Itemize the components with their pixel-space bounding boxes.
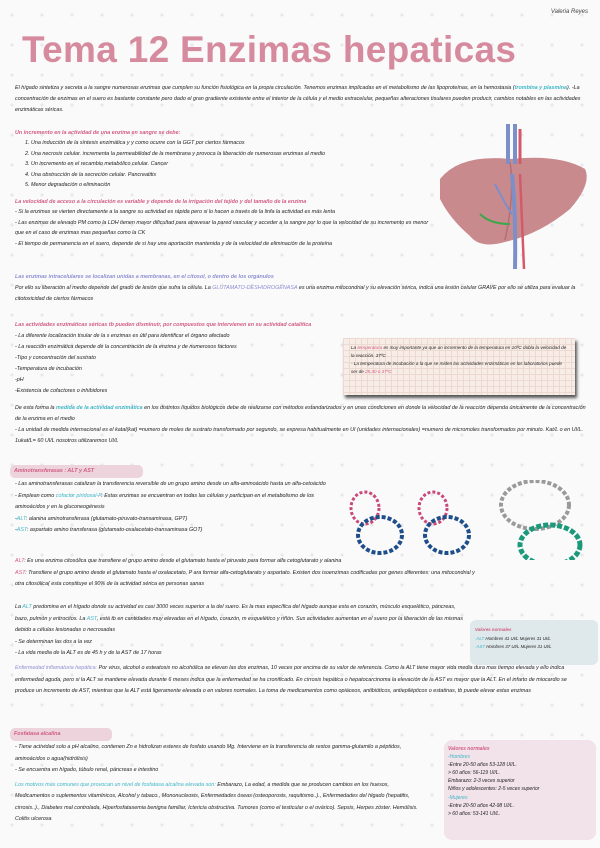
intracellular-heading: Las enzimas intracelulares se localizan unidas a membranas, en el citosol, o dentro de los orgánulos: [15, 274, 274, 280]
alt-line: - Se determinan las dos a la vez: [15, 638, 93, 645]
women-label: -Mujeres: [448, 794, 468, 801]
aminotransferasas-section: [15, 479, 335, 537]
ast-label: AST: [86, 615, 97, 622]
cofactor-highlight: cofactor piridoxal-P: [55, 492, 102, 499]
alt-line: - La vida media de la ALT es de 45 h y de la AST de 17 horas: [15, 650, 162, 656]
value-line: -Entre 20-50 años 53-128 UI/L.: [448, 762, 517, 769]
decrease-line: -Temperatura de incubación: [15, 366, 82, 372]
text: Por virus, alcohol o esteatosis no alcohólica se elevan las dos enzimas, 10 veces por encima de su valor de referencia. Como la ALT tiene mayor vida media dura mas tiempo elevada y ello indica enfermedad aguda, pero si la ALT se mantiene elevada durante 6 meses indica que la enfermedad se ha cronificado. En cirrosis hepática o hepatocarcinoma la elevación de la AST es mayor que la ALT. En el infarto de miocardio se produce un incremento de AST, mientras que la ALT está ligeramente elevada o en valores normales. La toma de medicamentos como opiáceos, antibióticos, antiepilépticos o estatinas, tb puede elevar estas enzimas: [15, 665, 567, 694]
list-item: 5. Menor degradación o eliminación: [25, 182, 111, 189]
text: : aspartato amino transferasa (glutamato-oxalacetato-transaminasa GOT): [26, 527, 203, 533]
alt-predominates-text: [15, 602, 470, 637]
normal-values-heading: Valores normales: [448, 746, 490, 752]
men-label: -Hombres: [448, 754, 470, 761]
row-label: -ALT: [475, 635, 485, 641]
velocity-line: - Si la enzimas se vierten directamente a la sangre su actividad es rápida pero si lo hacen a través de la linfa la actividad es más lenta: [15, 209, 336, 216]
text: La: [351, 345, 358, 350]
measure-text: [15, 403, 587, 425]
temperature-values: 25,30 o 37ºC: [365, 369, 392, 374]
motivos-heading: Los motivos más comunes que provocan un nivel de fosfatasa alcalina elevada son:: [15, 781, 216, 788]
temperature-note: [351, 344, 567, 360]
normal-values-heading: Valores normales: [475, 627, 512, 632]
inflammatory-heading: Enfermedad inflamatoria hepática:: [15, 665, 98, 671]
text: La: [15, 604, 23, 610]
amino-line: [15, 491, 335, 514]
text: , está tb en cantidades muy elevadas en el hígado, corazón, m esquelético y riñón. Sus actividades aumentan en el suero por la liberación de las mismas debido a células lesionadas o necrosadas: [15, 615, 463, 633]
normal-values-row: [475, 635, 593, 644]
text: De esta forma la: [15, 405, 57, 411]
text: es muy importante ya que un incremento de la temperatura en 10ºC dobla la velocidad de la reacción. 37ºC: [351, 345, 567, 358]
decrease-heading: Las actividades enzimáticas séricas tb pueden disminuir, por compuestos que intervienen en su actividad catalítica: [15, 322, 312, 328]
text: en los distintos líquidos biológicos debe de realizarse con métodos estandarizados y en unas condiciones en donde la velocidad de la reacción dependa únicamente de la concentración de la enzima en el medio: [15, 405, 586, 422]
amino-alt-line: -ALT: alanina aminotransferasa (glutamato-piruvato-transaminasa, GPT): [15, 515, 188, 522]
velocity-heading: La velocidad de acceso a la circulación es variable y depende de la irrigación del tejido y del tamaño de la enzima: [15, 199, 307, 205]
list-item: 4. Una obstrucción de la secreción celular. Pancreatitis: [25, 171, 157, 178]
protein-structure-a: [351, 492, 402, 553]
author-name: Valeria Reyes: [550, 9, 588, 15]
measure-highlight: medida de la actividad enzimática: [56, 405, 143, 411]
decrease-line: - La reacción enzimática depende de la concentración de la enzima y de numerosos factores: [15, 344, 237, 350]
ast-label: AST: [15, 569, 26, 576]
text: : alanina aminotransferasa (glutamato-piruvato-transaminasa, GPT): [25, 515, 188, 522]
alt-label: ALT: [22, 604, 32, 610]
velocity-line: - El tiempo de permanencia en el suero, depende de si hay una aportación mantenida y de la velocidad de eliminación de la proteína: [15, 240, 333, 247]
inflammatory-section: [15, 663, 587, 698]
alt-ast-normal-values-box: [470, 620, 598, 665]
row-value: Hombres 37 UI/L Mujeres 31 UI/L: [485, 644, 552, 649]
value-line: Embarazo: 2-3 veces superior: [448, 778, 515, 785]
list-item: 1. Una inducción de la síntesis enzimática y y como ocurre con la GGT por ciertos fármacos: [25, 140, 245, 147]
decrease-line: -Existencia de cofactores o inhibidores: [15, 388, 108, 394]
velocity-line: - Las enzimas de elevado PM como la LDH tienen mayor dificultad para atravesar la pared vascular y acceder a la sangre por lo que la velocidad de su incremento es menor que en el caso de enzimas mas pequeñas como la CK: [15, 219, 429, 237]
increment-heading: Un incremento en la actividad de una enzima en sangre se debe:: [15, 130, 181, 136]
amino-ast-line: -AST: aspartato amino transferasa (glutamato-oxalacetato-transaminasa GOT): [15, 527, 203, 533]
protein-structure-b: [419, 492, 469, 553]
fa-motivos: [15, 780, 425, 826]
temperature-note-box: [343, 338, 575, 395]
amino-line: - Las aminotransferasas catalizan la transferencia reversible de un grupo amino desde un alfa-aminoácido hasta un alfa-cetoácido: [15, 481, 326, 487]
list-item: 3. Un incremento en el recambio metabólico celular. Cancer: [25, 161, 169, 168]
fa-normal-values-box: [444, 740, 596, 840]
decrease-section: [15, 320, 345, 397]
protein-structure-c: [501, 481, 580, 560]
list-item: 2. Una necrosis celular. incrementa la permeabilidad de la membrana y provoca la liberación de numerosas enzimas al medio: [25, 150, 326, 157]
intracellular-section: [15, 272, 585, 305]
page-title: Tema 12 Enzimas hepaticas: [22, 29, 517, 70]
value-line: -Entre 20-50 años 42-98 UI/L.: [448, 802, 515, 809]
gldh-highlight: GLUTAMATO-DESHIDROGENASA: [212, 285, 298, 291]
aminotransferasas-badge: Aminotransferasas : ALT y AST: [10, 465, 143, 478]
text: . Estas enzimas se encuentran en todas las células y participan en el metabolismo de los aminoácidos y en la gluconeogénesis: [15, 492, 314, 510]
measure-unit-text: - La unidad de medida internacional es el katal(kat) =numero de moles de sustrato transformado por segundo, se expresa habitualmente en UI (unidades internacionales) =numero de micromoles transformados por minuto. Kat/L o en UI/L. 1ukat/L= 60 UI/L nosotros utilizaremos UI/L: [15, 427, 584, 444]
row-value: Hombres 41 UI/L Mujeres 31 UI/L: [484, 635, 551, 641]
alt-predominates-section: [15, 602, 470, 660]
row-label: -AST: [475, 644, 486, 649]
ast-definition: [15, 568, 485, 591]
velocity-section: [15, 197, 435, 249]
text: Embarazo, La edad, a medida que se producen cambios en los huesos, Medicamentos o suplementos vitamínicos, Alcohol y tabaco., Mononucleosis, Enfermedades óseas (osteoporosis, raquitismo..)., Enfermedades del hígado (hepatitis, cirrosis..)., Diabetes mal controlada, Hiperfosfatasemia benigna familiar, Ictericia obstructiva. Tumores (como el testicular o el ovárico). Sepsis, Herpes zóster. Hemólisis. Colitis ulcerosa: [15, 781, 418, 822]
fosfatasa-badge: Fosfatasa alcalina: [10, 728, 112, 741]
liver-illustration: [420, 124, 595, 269]
temperature-highlight: temperatura: [357, 345, 383, 350]
decrease-line: - La diferente localización tisular de la s enzimas es útil para identificar el órgano afectado: [15, 333, 230, 339]
alt-label: ALT: [16, 515, 26, 522]
text: : Transfiere el grupo amino desde el glutamato hasta el oxalacetato, P ara formar alfa-cetoglutarato y aspartato. Existen dos isoenzimas codificadas por genes diferentes: una mitocondrial y otra citosólica( esta constituye el 90% de la actividad sérica en personas sanas: [15, 569, 475, 587]
protein-structures-image: [335, 480, 597, 560]
fosfatasa-section: [15, 742, 425, 826]
value-line: > 60 años: 53-141 UI/L.: [448, 810, 501, 817]
fa-line: - Se encuentra en hígado, túbulo renal, páncreas e intestino: [15, 767, 159, 773]
normal-values-row: [475, 643, 593, 652]
alt-ast-definitions: [15, 556, 485, 591]
fa-line: - Tiene actividad solo a pH alcalino, contienen Zn e hidrolizan esteres de fosfato usando Mg. Interviene en la transferencia de restos gamma-glutamilo a péptidos, aminoácidos o agua(hidrólisis): [15, 744, 402, 762]
text: - La temperatura de incubación a la que se miden las actividades enzimáticas en los laboratorios puede ser de: [351, 361, 562, 374]
intro-text: El hígado sintetiza y secreta a la sangre numerosas enzimas que cumplen su función fisiológica en la propia circulación. Tenemos enzimas implicadas en el metabolismo de las lipoproteínas, en la hemostasia (: [15, 85, 515, 91]
text: : Es una enzima citosólica que transfiere el grupo amino desde el glutamato hasta el piruvato para formar alfa cetoglutarato y alanina: [24, 558, 342, 564]
text: predomina en el hígado donde su actividad es casi 3000 veces superior a la del suero. Es la mas específica del hígado aunque esta en corazón, músculo esquelético, páncreas, bazo, pulmón y eritrocitos. La: [15, 604, 456, 622]
intracellular-text: [15, 283, 585, 305]
temperature-note-2: [351, 360, 567, 376]
alt-label: ALT: [15, 558, 25, 564]
decrease-line: -pH: [15, 377, 24, 383]
decrease-line: -Tipo y concentración del sustrato: [15, 355, 96, 361]
text: Por ello su liberación al medio depende del grado de lesión que sufra la célula. La: [15, 285, 213, 291]
alt-definition: [15, 556, 485, 568]
text: es una enzima mitocondrial y su elevación sérica, indica una lesión celular GRAVE por ello se utiliza para evaluar la citotoxicidad de ciertos fármacos: [15, 285, 576, 302]
measure-section: [15, 403, 587, 447]
intro-highlight: trombina y plasmina: [514, 85, 568, 91]
inflammatory-text: [15, 663, 587, 698]
intro-paragraph: [15, 83, 587, 116]
ast-label: AST: [16, 527, 27, 533]
intro-text-2: ). -La concentración de enzimas en el suero es bastante constante pero dado el gran gradiente existente entre el interior de la célula y el medio extracelular, pequeñas alteraciones tisulares pueden producir, cambios notables en las actividades enzimáticas séricas.: [15, 85, 581, 113]
value-line: Niños y adolescentes: 2-5 veces superior: [448, 786, 540, 793]
value-line: > 60 años: 56-119 UI/L.: [448, 770, 501, 777]
text: - Emplean como: [15, 492, 56, 499]
increment-section: [15, 128, 415, 190]
